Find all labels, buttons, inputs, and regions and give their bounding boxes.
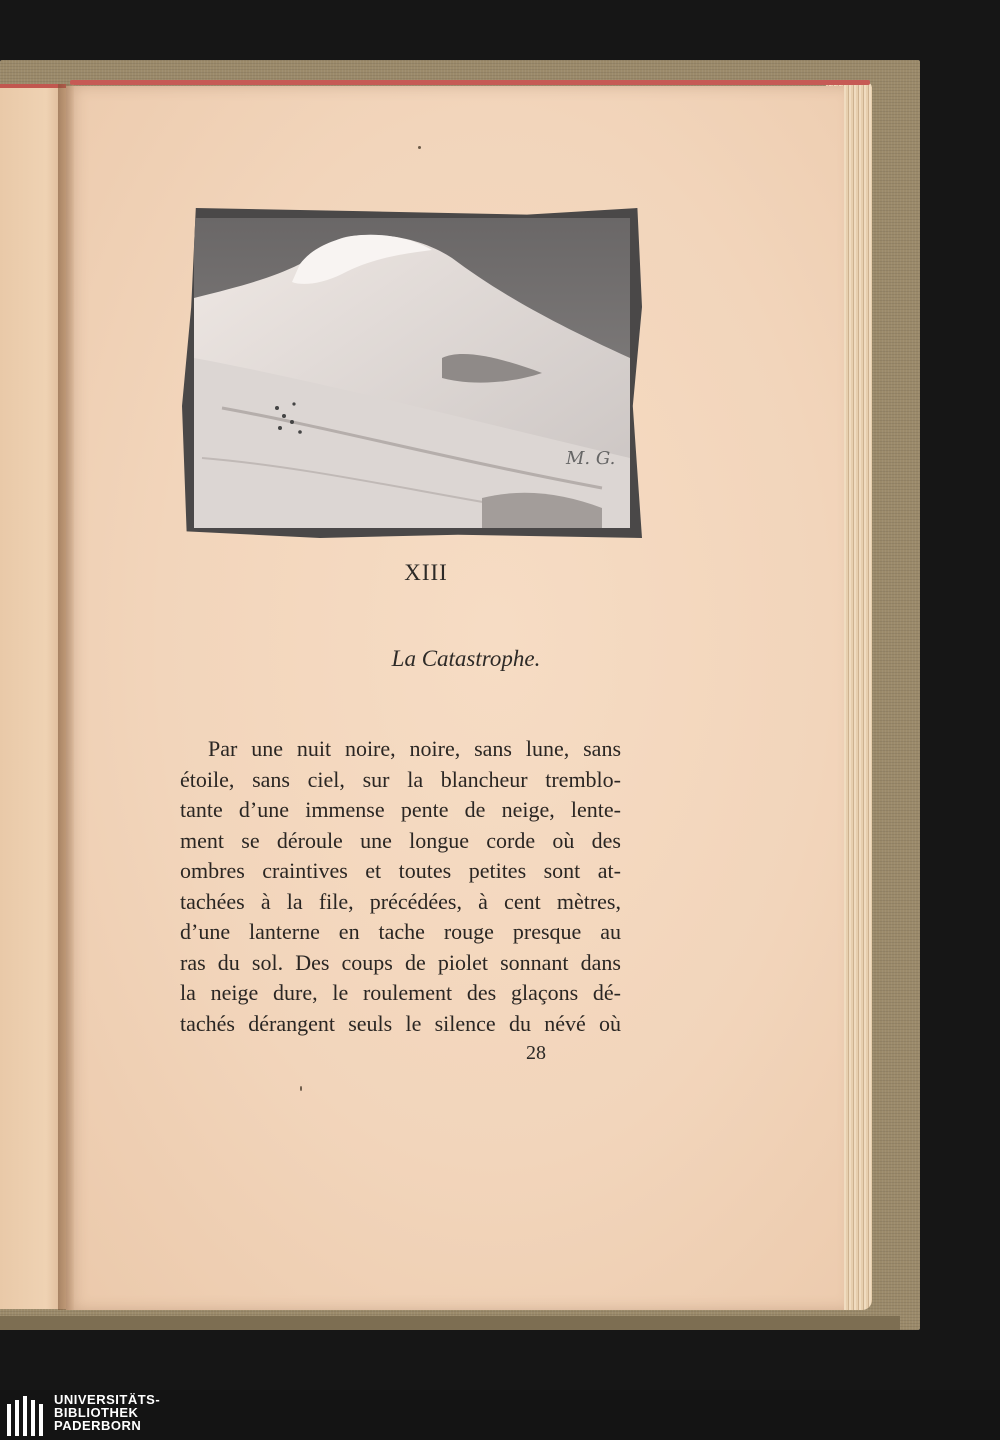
text-line: d’une lanterne en tache rouge presque au xyxy=(180,919,621,944)
page-number: 28 xyxy=(526,1042,546,1064)
logo-line: BIBLIOTHEK xyxy=(54,1405,139,1420)
left-page-red-edge xyxy=(0,84,66,88)
text-line: étoile, sans ciel, sur la blancheur tremblo- xyxy=(180,766,621,792)
book-cover-bottom-edge xyxy=(0,1316,900,1330)
chapter-title: La Catastrophe. xyxy=(391,646,541,671)
paper-speck xyxy=(418,146,421,149)
mountain-illustration xyxy=(182,208,642,538)
text-line: tachées à la file, précédées, à cent mètres, xyxy=(180,888,621,914)
text-line: Par une nuit noire, noire, sans lune, sans xyxy=(208,736,621,761)
chapter-number: XIII xyxy=(404,560,448,585)
paper-speck xyxy=(300,1086,302,1091)
logo-line: UNIVERSITÄTS- xyxy=(54,1392,161,1407)
text-line: ras du sol. Des coups de piolet sonnant dans xyxy=(180,949,621,975)
library-logo-icon xyxy=(6,1394,46,1438)
book-page xyxy=(66,86,844,1310)
text-line: la neige dure, le roulement des glaçons dé- xyxy=(180,980,621,1005)
text-line: tante d’une immense pente de neige, lente- xyxy=(180,797,621,822)
footer-bar xyxy=(0,1390,1000,1440)
mountain-illustration-art xyxy=(182,208,642,538)
text-line: ombres craintives et toutes petites sont at- xyxy=(180,858,621,883)
page-top-red-edge xyxy=(70,80,870,85)
book-gutter xyxy=(58,84,74,1310)
library-logo-text xyxy=(54,1393,160,1432)
left-page xyxy=(0,84,66,1309)
logo-line: PADERBORN xyxy=(54,1418,142,1433)
body-paragraph xyxy=(180,734,621,1039)
illustration-signature: M. G. xyxy=(566,448,616,469)
text-line: ment se déroule une longue corde où des xyxy=(180,827,621,853)
text-line: tachés dérangent seuls le silence du névé où xyxy=(180,1010,621,1036)
